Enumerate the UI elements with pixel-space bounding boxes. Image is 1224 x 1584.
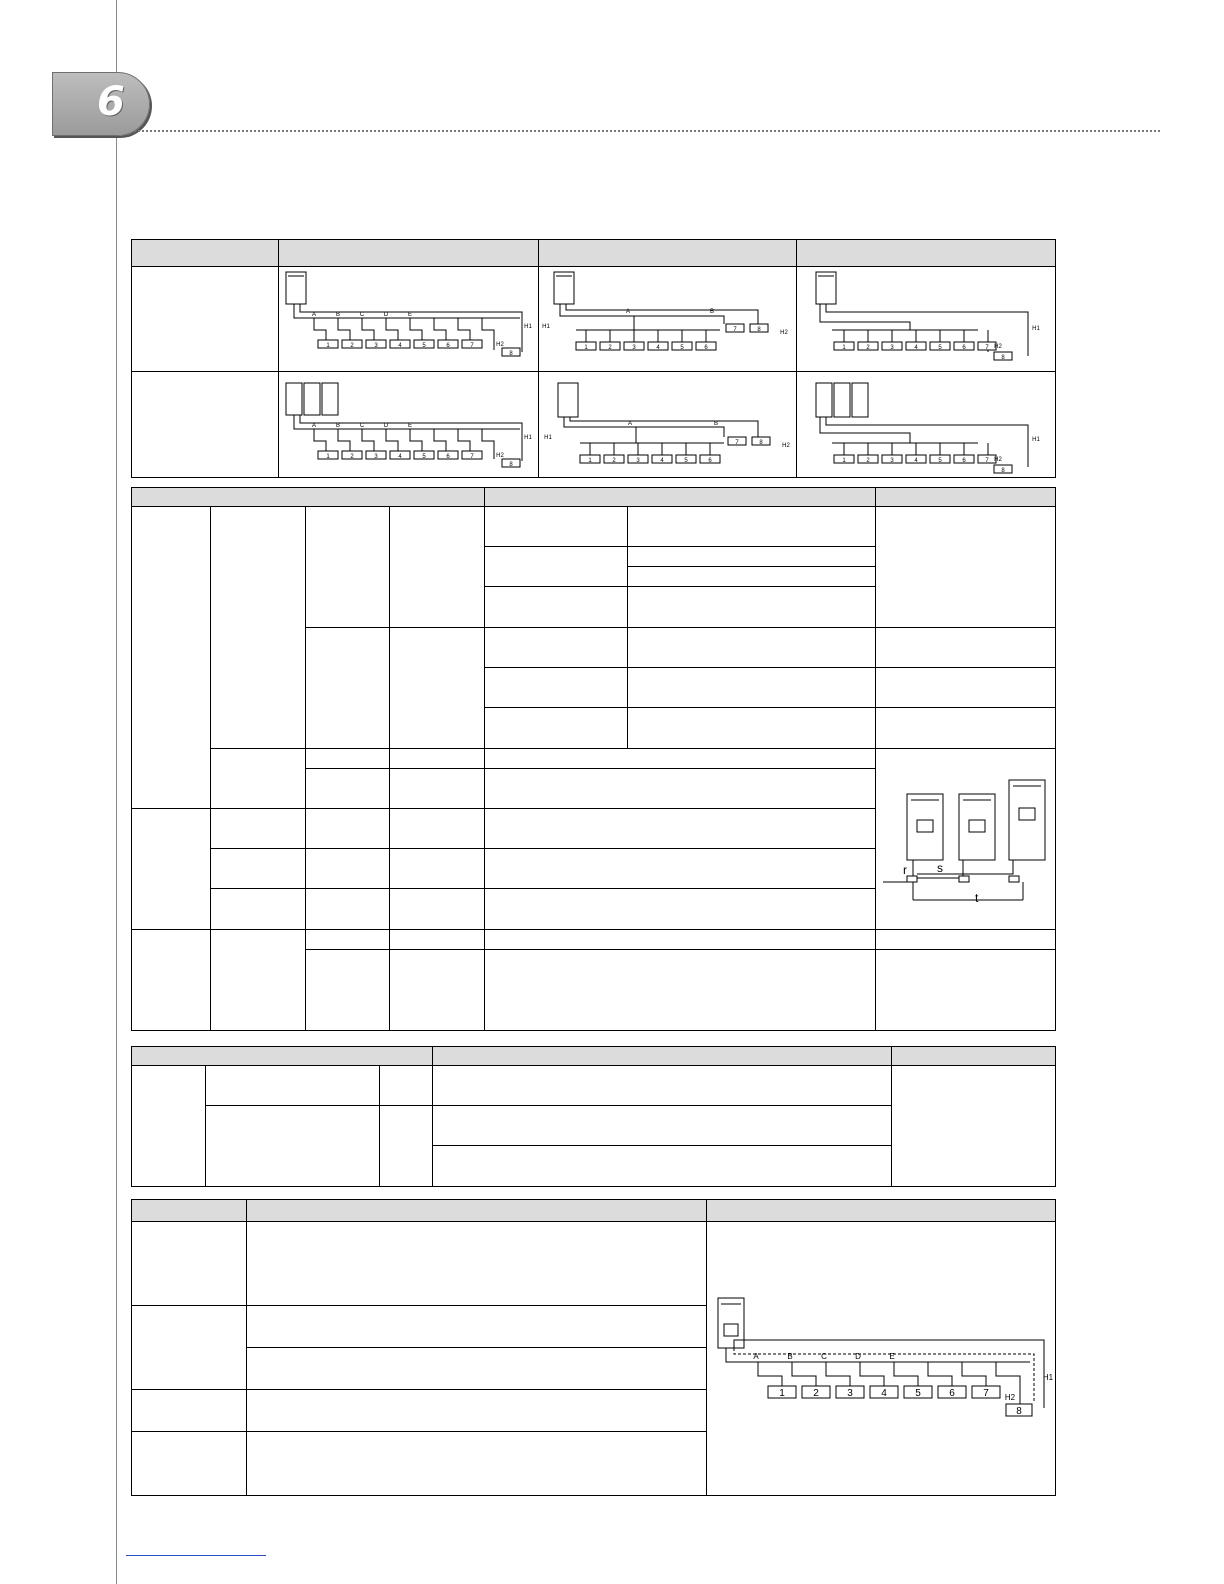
svg-text:C: C <box>359 312 365 318</box>
svg-text:H1: H1 <box>524 324 532 330</box>
svg-text:H1: H1 <box>1042 1373 1054 1382</box>
svg-text:A: A <box>627 421 633 427</box>
svg-text:2: 2 <box>608 345 612 351</box>
svg-text:2: 2 <box>813 1388 819 1399</box>
chapter-number: 6 <box>97 79 125 125</box>
svg-text:3: 3 <box>374 454 378 460</box>
svg-text:7: 7 <box>985 345 989 351</box>
svg-text:s: s <box>937 861 943 875</box>
svg-text:3: 3 <box>374 343 378 349</box>
svg-text:6: 6 <box>962 458 966 464</box>
svg-text:6: 6 <box>704 345 708 351</box>
svg-text:B: B <box>709 309 715 315</box>
svg-text:2: 2 <box>866 458 870 464</box>
svg-text:B: B <box>335 423 341 429</box>
margin-rule <box>116 0 117 1584</box>
svg-text:7: 7 <box>733 327 737 333</box>
svg-text:5: 5 <box>680 345 684 351</box>
svg-text:5: 5 <box>684 458 688 464</box>
svg-text:r: r <box>903 863 907 877</box>
outdoor-unit-clearance-diagram <box>877 770 1053 908</box>
svg-text:1: 1 <box>588 458 592 464</box>
svg-text:D: D <box>383 312 389 318</box>
svg-text:B: B <box>335 312 341 318</box>
svg-text:H2: H2 <box>994 457 1002 463</box>
svg-text:H1: H1 <box>524 435 532 441</box>
chapter-tab <box>52 72 150 136</box>
svg-text:8: 8 <box>1001 355 1005 361</box>
svg-text:3: 3 <box>890 345 894 351</box>
svg-text:H2: H2 <box>496 453 504 459</box>
svg-text:7: 7 <box>735 440 739 446</box>
svg-text:H2: H2 <box>994 344 1002 350</box>
svg-text:D: D <box>855 1352 861 1361</box>
branch-pipe-diagram <box>712 1290 1052 1420</box>
diagram-multi-linear <box>280 373 536 477</box>
svg-text:4: 4 <box>398 454 402 460</box>
svg-text:8: 8 <box>509 462 513 468</box>
svg-text:2: 2 <box>612 458 616 464</box>
svg-text:2: 2 <box>350 454 354 460</box>
svg-text:1: 1 <box>842 458 846 464</box>
svg-text:6: 6 <box>708 458 712 464</box>
footer-link-underline <box>126 1555 266 1556</box>
svg-text:A: A <box>625 309 631 315</box>
svg-text:1: 1 <box>326 454 330 460</box>
svg-text:7: 7 <box>470 454 474 460</box>
svg-text:C: C <box>359 423 365 429</box>
svg-text:4: 4 <box>881 1388 887 1399</box>
svg-text:H2: H2 <box>782 443 790 449</box>
svg-text:H1: H1 <box>1032 326 1040 332</box>
svg-text:1: 1 <box>779 1388 785 1399</box>
svg-text:1: 1 <box>326 343 330 349</box>
svg-text:E: E <box>407 423 413 429</box>
svg-text:6: 6 <box>962 345 966 351</box>
svg-text:7: 7 <box>985 458 989 464</box>
svg-text:3: 3 <box>890 458 894 464</box>
svg-text:7: 7 <box>983 1388 989 1399</box>
svg-text:B: B <box>713 421 719 427</box>
svg-text:4: 4 <box>660 458 664 464</box>
svg-text:8: 8 <box>1001 468 1005 474</box>
svg-text:t: t <box>975 891 979 905</box>
svg-text:2: 2 <box>866 345 870 351</box>
svg-text:8: 8 <box>509 351 513 357</box>
svg-text:A: A <box>311 423 317 429</box>
svg-text:8: 8 <box>759 440 763 446</box>
svg-text:8: 8 <box>1016 1406 1022 1417</box>
svg-text:A: A <box>311 312 317 318</box>
svg-text:H1: H1 <box>544 435 552 441</box>
svg-text:E: E <box>889 1352 895 1361</box>
svg-text:4: 4 <box>656 345 660 351</box>
svg-text:1: 1 <box>842 345 846 351</box>
svg-text:D: D <box>383 423 389 429</box>
svg-text:5: 5 <box>422 343 426 349</box>
svg-text:5: 5 <box>915 1388 921 1399</box>
svg-text:H1: H1 <box>1032 437 1040 443</box>
svg-text:6: 6 <box>446 343 450 349</box>
svg-text:6: 6 <box>949 1388 955 1399</box>
svg-text:5: 5 <box>422 454 426 460</box>
svg-text:5: 5 <box>938 345 942 351</box>
svg-text:5: 5 <box>938 458 942 464</box>
diagram-multi-header <box>540 373 796 477</box>
diagram-single-header <box>540 268 796 370</box>
svg-text:3: 3 <box>632 345 636 351</box>
svg-text:8: 8 <box>757 327 761 333</box>
svg-text:H1: H1 <box>542 324 550 330</box>
svg-text:4: 4 <box>398 343 402 349</box>
diagram-multi-distributor <box>798 373 1054 477</box>
diagram-single-distributor <box>798 268 1054 370</box>
svg-text:3: 3 <box>847 1388 853 1399</box>
svg-text:7: 7 <box>470 343 474 349</box>
svg-text:A: A <box>753 1352 759 1361</box>
svg-text:H2: H2 <box>780 330 788 336</box>
svg-text:3: 3 <box>636 458 640 464</box>
svg-text:4: 4 <box>914 345 918 351</box>
svg-text:C: C <box>821 1352 827 1361</box>
svg-text:B: B <box>787 1352 793 1361</box>
svg-text:E: E <box>407 312 413 318</box>
diagram-single-linear <box>280 268 536 370</box>
svg-text:H2: H2 <box>1004 1393 1016 1402</box>
svg-text:4: 4 <box>914 458 918 464</box>
header-dotted-rule <box>134 130 1160 132</box>
svg-text:1: 1 <box>584 345 588 351</box>
svg-text:H2: H2 <box>496 342 504 348</box>
svg-text:2: 2 <box>350 343 354 349</box>
svg-text:6: 6 <box>446 454 450 460</box>
